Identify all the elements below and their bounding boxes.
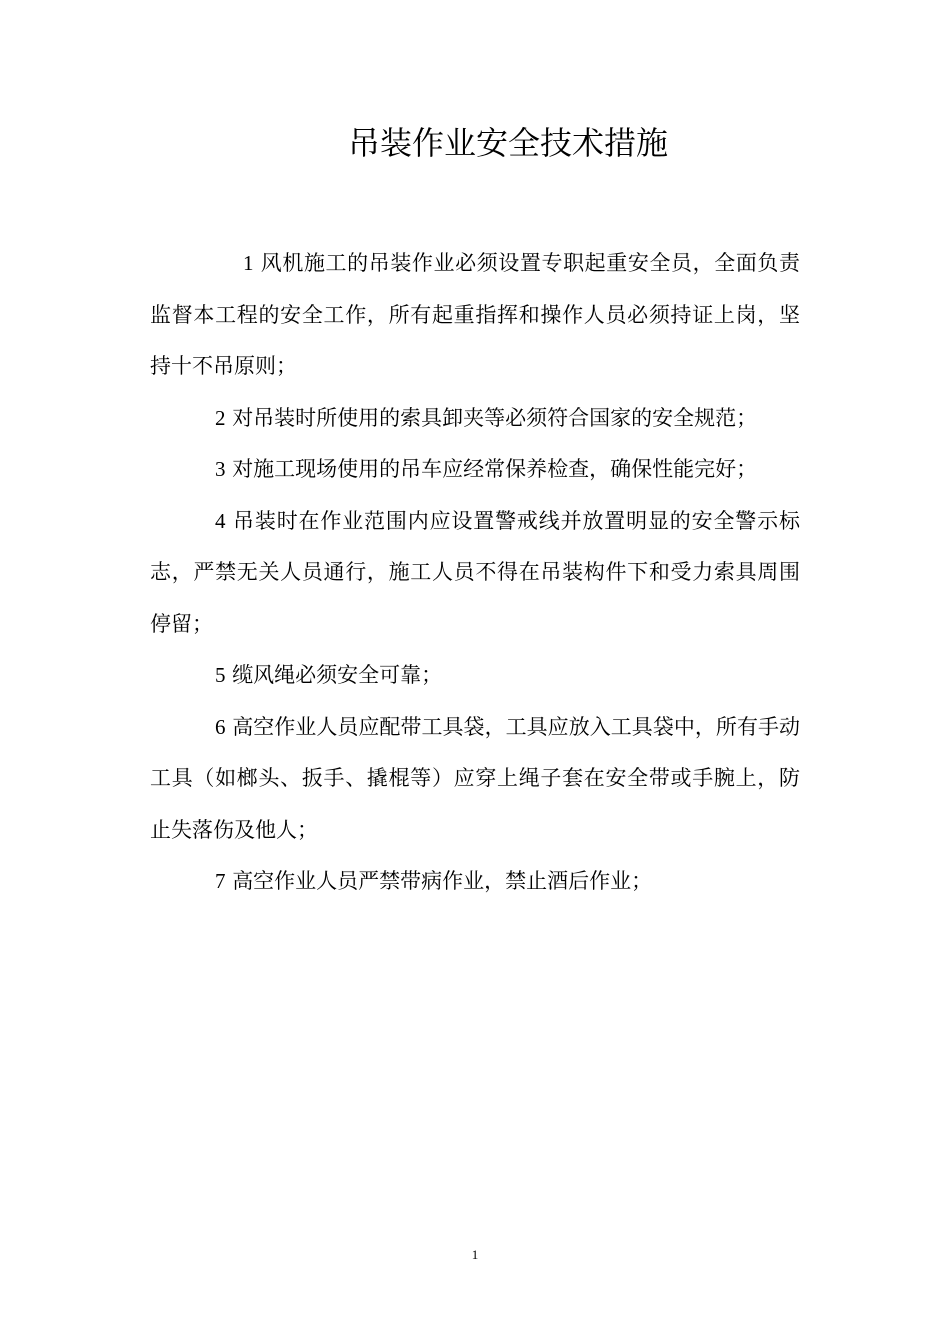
- item-text: 高空作业人员应配带工具袋，工具应放入工具袋中，所有手动工具（如榔头、扳手、撬棍等）应穿上绳子套在安全带或手腕上，防止失落伤及他人；: [150, 714, 800, 842]
- item-number: 5: [215, 663, 226, 687]
- measure-item-2: [150, 393, 800, 445]
- item-number: 3: [215, 457, 226, 481]
- document-title: 吊装作业安全技术措施: [347, 124, 668, 162]
- measure-item-5: [150, 650, 800, 702]
- measure-item-1: [150, 238, 800, 393]
- item-text: 风机施工的吊装作业必须设置专职起重安全员，全面负责监督本工程的安全工作，所有起重指挥和操作人员必须持证上岗，坚持十不吊原则；: [150, 251, 800, 378]
- item-text: 高空作业人员严禁带病作业，禁止酒后作业；: [232, 869, 653, 893]
- item-number: 7: [215, 869, 226, 893]
- item-text: 对吊装时所使用的索具卸夹等必须符合国家的安全规范；: [232, 405, 758, 430]
- measure-item-3: [150, 444, 800, 496]
- item-text: 对施工现场使用的吊车应经常保养检查，确保性能完好；: [232, 457, 758, 481]
- item-number: 4: [215, 508, 226, 533]
- measure-item-6: [150, 702, 800, 857]
- item-number: 2: [215, 405, 226, 430]
- document-body: [150, 238, 800, 908]
- measure-item-4: [150, 496, 800, 651]
- measure-item-7: [150, 856, 800, 908]
- item-text: 缆风绳必须安全可靠；: [232, 663, 443, 687]
- page-number: 1: [471, 1247, 479, 1262]
- item-text: 吊装时在作业范围内应设置警戒线并放置明显的安全警示标志，严禁无关人员通行，施工人员不得在吊装构件下和受力索具周围停留；: [150, 508, 800, 636]
- item-number: 6: [215, 714, 226, 739]
- item-number: 1: [243, 251, 254, 275]
